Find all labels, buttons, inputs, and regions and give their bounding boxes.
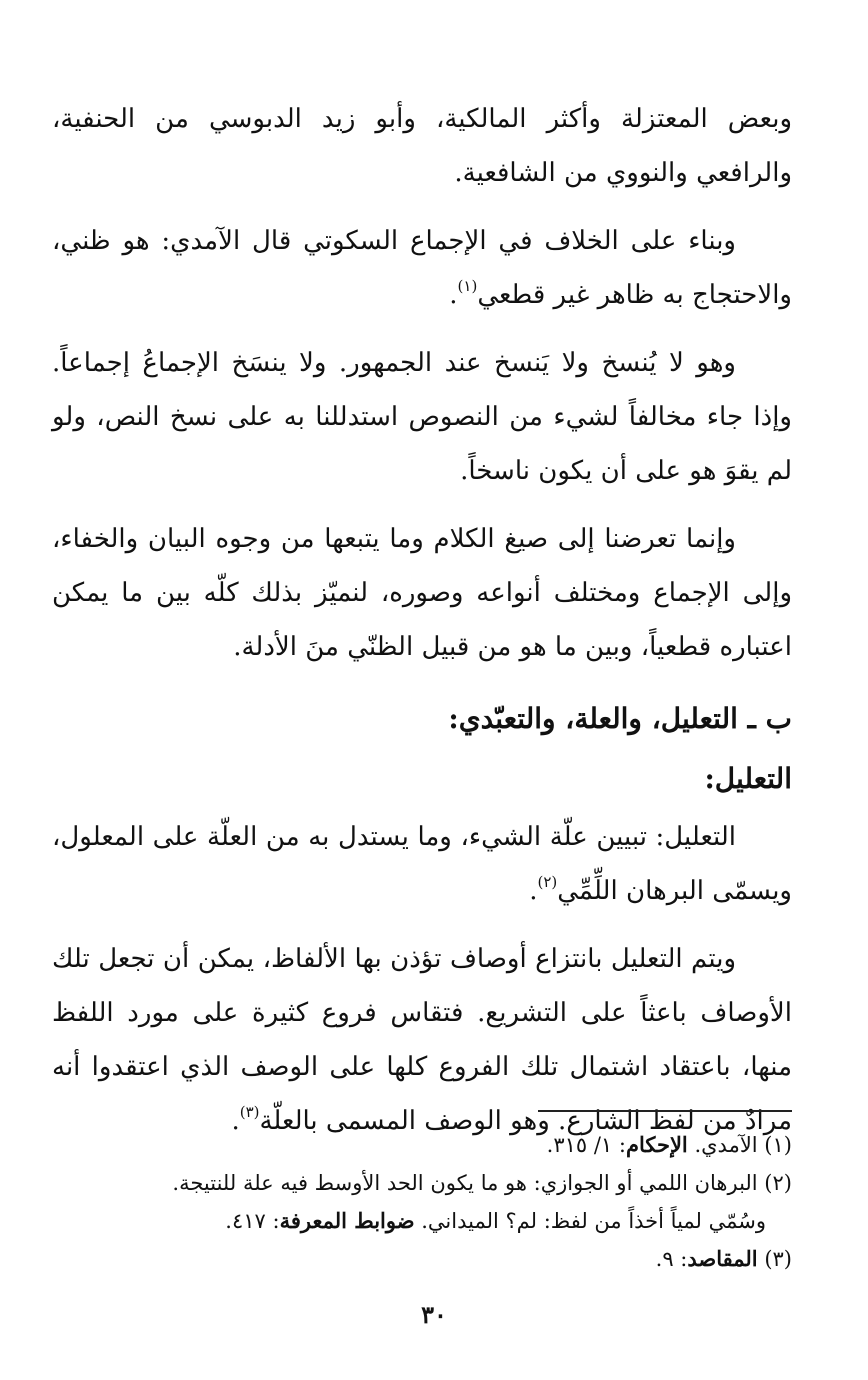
footnote-2-line-1: (٢) البرهان اللمي أو الجوازي: هو ما يكون الحد الأوسط فيه علة للنتيجة.	[172, 1171, 792, 1195]
footnote-3	[52, 1242, 792, 1276]
paragraph-5-text: التعليل: تبيين علّة الشيء، وما يستدل به من العلّة على المعلول، ويسمّى البرهان اللِّمِّي	[52, 822, 792, 906]
paragraph-3-text: وهو لا يُنسخ ولا يَنسخ عند الجمهور. ولا ينسَخ الإجماعُ إجماعاً. وإذا جاء مخالفاً لشيء من النصوص استدللنا به على نسخ النص، ولو لم يقوَ هو على أن يكون ناسخاً.	[52, 348, 792, 486]
paragraph-6-end: .	[231, 1106, 240, 1136]
footnote-2-line-2-suffix: : ٤١٧.	[225, 1209, 280, 1233]
main-text	[52, 92, 792, 1162]
footnote-ref-2: (٢)	[537, 873, 558, 891]
paragraph-6	[52, 932, 792, 1148]
page-number: ٣٠	[421, 1300, 447, 1329]
paragraph-2	[52, 214, 792, 322]
paragraph-1	[52, 92, 792, 200]
footnote-2-continuation	[52, 1204, 792, 1238]
footnote-2	[52, 1166, 792, 1200]
footnote-ref-3: (٣)	[239, 1103, 260, 1121]
footnote-2-line-2-prefix: وسُمّي لمياً أخذاً من لفظ: لم؟ الميداني.	[414, 1209, 766, 1233]
paragraph-2-text: وبناء على الخلاف في الإجماع السكوتي قال الآمدي: هو ظني، والاحتجاج به ظاهر غير قطعي	[52, 226, 792, 310]
paragraph-3	[52, 336, 792, 498]
footnote-1-title: الإحكام	[625, 1132, 688, 1157]
footnote-3-title: المقاصد	[687, 1246, 758, 1271]
footnote-1-suffix: : ١/ ٣١٥.	[546, 1133, 626, 1157]
footnote-separator	[538, 1110, 792, 1112]
paragraph-4-text: وإنما تعرضنا إلى صيغ الكلام وما يتبعها من وجوه البيان والخفاء، وإلى الإجماع ومختلف أنواعه وصوره، لنميّز بذلك كلّه بين ما يمكن اعتباره قطعياً، وبين ما هو من قبيل الظنّي منَ الأدلة.	[52, 524, 792, 662]
footnote-2-title: ضوابط المعرفة	[279, 1208, 415, 1233]
footnote-3-suffix: : ٩.	[655, 1247, 688, 1271]
paragraph-2-end: .	[449, 280, 458, 310]
footnote-1	[52, 1128, 792, 1162]
paragraph-6-text: ويتم التعليل بانتزاع أوصاف تؤذن بها الألفاظ، يمكن أن تجعل تلك الأوصاف باعثاً على التشريع. فتقاس فروع كثيرة على مورد اللفظ منها، باعتقاد اشتمال تلك الفروع كلها على الوصف الذي اعتقدوا أنه مرادٌ من لفظ الشارع. وهو الوصف المسمى بالعلّة	[52, 944, 792, 1136]
paragraph-5-end: .	[529, 876, 538, 906]
section-heading: ب ـ التعليل، والعلة، والتعبّدي:	[448, 702, 792, 735]
footnote-3-prefix: (٣)	[757, 1247, 792, 1271]
paragraph-1-text: وبعض المعتزلة وأكثر المالكية، وأبو زيد الدبوسي من الحنفية، والرافعي والنووي من الشافعية.	[52, 104, 792, 188]
footnotes	[52, 1128, 792, 1280]
paragraph-4	[52, 512, 792, 674]
paragraph-5	[52, 810, 792, 918]
footnote-ref-1: (١)	[457, 277, 478, 295]
footnote-1-prefix: (١) الآمدي.	[687, 1133, 792, 1157]
section-subheading: التعليل:	[704, 762, 792, 795]
